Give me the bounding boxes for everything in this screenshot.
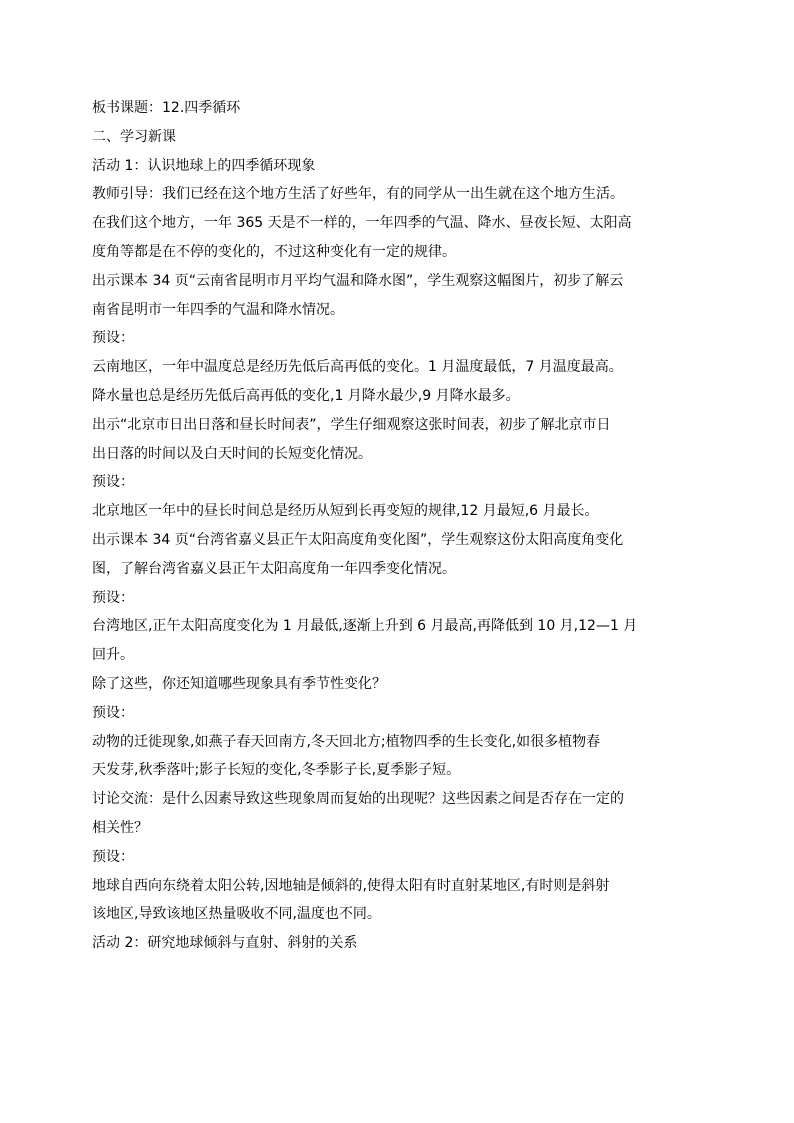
paragraph-line: 除了这些，你还知道哪些现象具有季节性变化？: [92, 675, 386, 692]
paragraph-line: 在我们这个地方，一年 365 天是不一样的，一年四季的气温、降水、昼夜长短、太阳高: [92, 215, 632, 232]
paragraph-line: 出日落的时间以及白天时间的长短变化情况。: [92, 445, 372, 462]
paragraph-line: 度角等都是在不停的变化的，不过这种变化有一定的规律。: [92, 243, 456, 260]
paragraph-line: 回升。: [92, 647, 134, 664]
paragraph-line: 出示课本 34 页“云南省昆明市月平均气温和降水图”，学生观察这幅图片，初步了解云: [92, 272, 624, 289]
paragraph-line: 动物的迁徙现象,如燕子春天回南方,冬天回北方;植物四季的生长变化,如很多植物春: [92, 733, 601, 750]
paragraph-line: 讨论交流：是什么因素导致这些现象周而复始的出现呢？这些因素之间是否存在一定的: [92, 791, 624, 808]
paragraph-line: 地球自西向东绕着太阳公转,因地轴是倾斜的,使得太阳有时直射某地区,有时则是斜射: [92, 877, 610, 894]
paragraph-line: 台湾地区,正午太阳高度变化为 1 月最低,逐渐上升到 6 月最高,再降低到 10 月,12—1 月: [92, 618, 638, 635]
paragraph-line: 降水量也总是经历先低后高再低的变化,1 月降水最少,9 月降水最多。: [92, 387, 520, 404]
paragraph-line: 出示“北京市日出日落和昼长时间表”，学生仔细观察这张时间表，初步了解北京市日: [92, 416, 611, 433]
paragraph-line: 出示课本 34 页“台湾省嘉义县正午太阳高度角变化图”，学生观察这份太阳高度角变化: [92, 531, 624, 548]
section-heading: 二、学习新课: [92, 128, 176, 145]
paragraph-line: 云南地区，一年中温度总是经历先低后高再低的变化。1 月温度最低，7 月温度最高。: [92, 359, 623, 376]
preset-label: 预设：: [92, 474, 134, 491]
paragraph-line: 相关性？: [92, 819, 148, 836]
paragraph-line: 北京地区一年中的昼长时间总是经历从短到长再变短的规律,12 月最短,6 月最长。: [92, 503, 599, 520]
preset-label: 预设：: [92, 848, 134, 865]
paragraph-line: 图，了解台湾省嘉义县正午太阳高度角一年四季变化情况。: [92, 560, 456, 577]
preset-label: 预设：: [92, 330, 134, 347]
paragraph-line: 教师引导：我们已经在这个地方生活了好些年，有的同学从一出生就在这个地方生活。: [92, 186, 624, 203]
paragraph-line: 南省昆明市一年四季的气温和降水情况。: [92, 301, 344, 318]
board-title-line: 板书课题：12.四季循环: [92, 100, 241, 116]
activity-2-heading: 活动 2：研究地球倾斜与直射、斜射的关系: [92, 935, 358, 952]
paragraph-line: 天发芽,秋季落叶;影子长短的变化,冬季影子长,夏季影子短。: [92, 762, 461, 779]
preset-label: 预设：: [92, 704, 134, 721]
preset-label: 预设：: [92, 589, 134, 606]
document-body: [92, 94, 712, 958]
paragraph-line: 该地区,导致该地区热量吸收不同,温度也不同。: [92, 906, 381, 923]
activity-1-heading: 活动 1：认识地球上的四季循环现象: [92, 157, 316, 174]
